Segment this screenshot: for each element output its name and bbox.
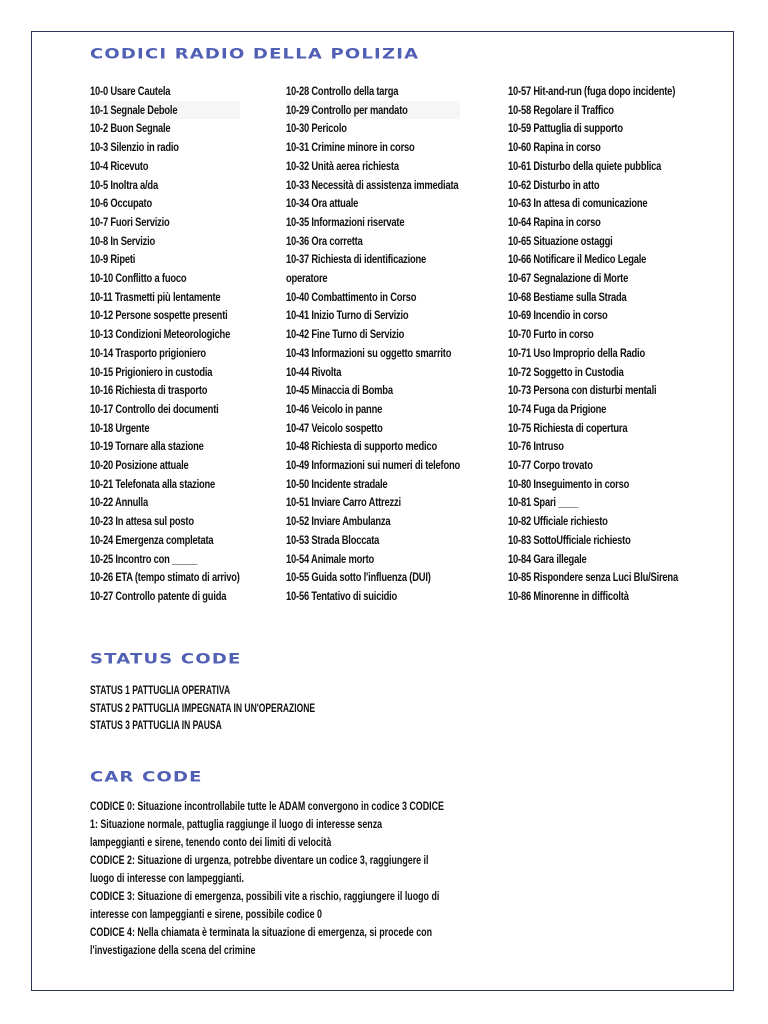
radio-code-item: 10-21 Telefonata alla stazione xyxy=(90,476,216,491)
car-code-line: interesse con lampeggianti e sirene, possibile codice 0 xyxy=(90,907,322,921)
radio-code-item: 10-15 Prigioniero in custodia xyxy=(90,364,213,379)
radio-code-item: 10-14 Trasporto prigioniero xyxy=(90,345,206,360)
radio-code-item: 10-33 Necessità di assistenza immediata xyxy=(286,177,459,192)
radio-code-item: 10-25 Incontro con _____ xyxy=(90,551,198,566)
radio-code-item: 10-10 Conflitto a fuoco xyxy=(90,271,187,286)
radio-code-item: 10-64 Rapina in corso xyxy=(508,214,601,229)
radio-code-item: 10-81 Spari ____ xyxy=(508,495,579,510)
radio-codes-column-2 xyxy=(286,82,509,606)
radio-code-item: 10-54 Animale morto xyxy=(286,551,375,566)
car-code-list xyxy=(90,797,568,959)
radio-code-item: 10-20 Posizione attuale xyxy=(90,458,189,473)
radio-code-item: 10-41 Inizio Turno di Servizio xyxy=(286,308,409,323)
car-code-line: CODICE 2: Situazione di urgenza, potrebbe diventare un codice 3, raggiungere il xyxy=(90,853,429,867)
radio-code-item: 10-69 Incendio in corso xyxy=(508,308,608,323)
car-code-title: CAR CODE xyxy=(90,769,203,786)
status-code-line: STATUS 1 PATTUGLIA OPERATIVA xyxy=(90,685,231,697)
radio-code-item: 10-6 Occupato xyxy=(90,196,152,211)
radio-code-item: 10-85 Rispondere senza Luci Blu/Sirena xyxy=(508,570,678,585)
radio-code-item: 10-12 Persone sospette presenti xyxy=(90,308,228,323)
radio-code-item: 10-16 Richiesta di trasporto xyxy=(90,383,208,398)
radio-code-item: 10-55 Guida sotto l'influenza (DUI) xyxy=(286,570,431,585)
radio-code-item: 10-4 Ricevuto xyxy=(90,158,149,173)
radio-code-item: 10-19 Tornare alla stazione xyxy=(90,439,204,454)
radio-code-item: 10-58 Regolare il Traffico xyxy=(508,102,614,117)
status-code-list xyxy=(90,683,394,736)
radio-code-item: 10-60 Rapina in corso xyxy=(508,140,601,155)
radio-code-item: 10-82 Ufficiale richiesto xyxy=(508,514,608,529)
radio-code-item: 10-73 Persona con disturbi mentali xyxy=(508,383,657,398)
status-code-line: STATUS 3 PATTUGLIA IN PAUSA xyxy=(90,720,222,732)
radio-code-item: 10-61 Disturbo della quiete pubblica xyxy=(508,158,662,173)
radio-code-item: 10-75 Richiesta di copertura xyxy=(508,420,628,435)
radio-code-item: 10-62 Disturbo in atto xyxy=(508,177,600,192)
radio-code-item: 10-66 Notificare il Medico Legale xyxy=(508,252,647,267)
radio-code-item: 10-30 Pericolo xyxy=(286,121,347,136)
car-code-line: l'investigazione della scena del crimine xyxy=(90,943,256,957)
radio-code-item: 10-83 SottoUfficiale richiesto xyxy=(508,532,631,547)
radio-code-item: 10-57 Hit-and-run (fuga dopo incidente) xyxy=(508,84,676,98)
radio-code-item: 10-74 Fuga da Prigione xyxy=(508,401,607,416)
radio-code-item: 10-11 Trasmetti più lentamente xyxy=(90,289,221,304)
car-code-line: lampeggianti e sirene, tenendo conto dei limiti di velocità xyxy=(90,835,332,849)
radio-code-item: 10-70 Furto in corso xyxy=(508,327,594,342)
radio-code-item: 10-76 Intruso xyxy=(508,439,564,454)
radio-code-item: 10-71 Uso Improprio della Radio xyxy=(508,345,645,360)
radio-code-item: 10-68 Bestiame sulla Strada xyxy=(508,289,627,304)
radio-code-item: 10-84 Gara illegale xyxy=(508,551,587,566)
radio-code-item: 10-8 In Servizio xyxy=(90,233,156,248)
radio-code-item: 10-27 Controllo patente di guida xyxy=(90,588,227,603)
radio-code-item: 10-18 Urgente xyxy=(90,420,150,435)
radio-code-item: 10-45 Minaccia di Bomba xyxy=(286,383,393,398)
radio-code-item: 10-59 Pattuglia di supporto xyxy=(508,121,623,136)
radio-code-item: 10-67 Segnalazione di Morte xyxy=(508,271,629,286)
radio-code-item: 10-24 Emergenza completata xyxy=(90,532,214,547)
radio-code-item: 10-0 Usare Cautela xyxy=(90,84,171,98)
radio-code-item: 10-23 In attesa sul posto xyxy=(90,514,194,529)
radio-code-item: 10-29 Controllo per mandato xyxy=(286,101,460,120)
page-title: CODICI RADIO DELLA POLIZIA xyxy=(90,46,420,63)
radio-code-item: 10-40 Combattimento in Corso xyxy=(286,289,417,304)
radio-code-item: 10-65 Situazione ostaggi xyxy=(508,233,613,248)
radio-codes-column-3 xyxy=(508,82,726,606)
radio-code-item: 10-28 Controllo della targa xyxy=(286,84,399,98)
radio-code-item: operatore xyxy=(286,271,328,286)
radio-code-item: 10-3 Silenzio in radio xyxy=(90,140,179,155)
radio-code-item: 10-80 Inseguimento in corso xyxy=(508,476,630,491)
radio-code-item: 10-36 Ora corretta xyxy=(286,233,363,248)
car-code-line: CODICE 0: Situazione incontrollabile tutte le ADAM convergono in codice 3 CODICE xyxy=(90,799,444,813)
radio-code-item: 10-56 Tentativo di suicidio xyxy=(286,588,398,603)
radio-code-item: 10-53 Strada Bloccata xyxy=(286,532,380,547)
radio-code-item: 10-35 Informazioni riservate xyxy=(286,214,405,229)
radio-code-item: 10-47 Veicolo sospetto xyxy=(286,420,383,435)
radio-code-item: 10-17 Controllo dei documenti xyxy=(90,401,219,416)
status-code-title: STATUS CODE xyxy=(90,651,242,668)
radio-code-item: 10-77 Corpo trovato xyxy=(508,458,593,473)
radio-code-item: 10-72 Soggetto in Custodia xyxy=(508,364,624,379)
radio-code-item: 10-44 Rivolta xyxy=(286,364,342,379)
radio-code-item: 10-86 Minorenne in difficoltà xyxy=(508,588,629,603)
radio-code-item: 10-34 Ora attuale xyxy=(286,196,359,211)
status-code-line: STATUS 2 PATTUGLIA IMPEGNATA IN UN'OPERAZIONE xyxy=(90,702,316,715)
car-code-line: 1: Situazione normale, pattuglia raggiunge il luogo di interesse senza xyxy=(90,817,383,831)
radio-code-item: 10-49 Informazioni sui numeri di telefono xyxy=(286,458,461,473)
radio-codes-column-1 xyxy=(90,82,282,606)
radio-code-item: 10-63 In attesa di comunicazione xyxy=(508,196,648,211)
radio-code-item: 10-51 Inviare Carro Attrezzi xyxy=(286,495,401,510)
radio-code-item: 10-42 Fine Turno di Servizio xyxy=(286,327,405,342)
radio-code-item: 10-48 Richiesta di supporto medico xyxy=(286,439,437,454)
car-code-line: CODICE 3: Situazione di emergenza, possibili vite a rischio, raggiungere il luogo di xyxy=(90,889,440,903)
radio-code-item: 10-37 Richiesta di identificazione xyxy=(286,252,427,267)
radio-code-item: 10-50 Incidente stradale xyxy=(286,476,388,491)
radio-code-item: 10-22 Annulla xyxy=(90,495,148,510)
radio-code-item: 10-9 Ripeti xyxy=(90,252,136,267)
radio-code-item: 10-2 Buon Segnale xyxy=(90,121,171,136)
radio-code-item: 10-52 Inviare Ambulanza xyxy=(286,514,391,529)
radio-code-item: 10-46 Veicolo in panne xyxy=(286,401,383,416)
radio-code-item: 10-13 Condizioni Meteorologiche xyxy=(90,327,231,342)
radio-code-item: 10-43 Informazioni su oggetto smarrito xyxy=(286,345,452,360)
car-code-line: luogo di interesse con lampeggianti. xyxy=(90,871,244,885)
car-code-line: CODICE 4: Nella chiamata è terminata la situazione di emergenza, si procede con xyxy=(90,925,432,939)
radio-code-item: 10-32 Unità aerea richiesta xyxy=(286,158,399,173)
radio-code-item: 10-26 ETA (tempo stimato di arrivo) xyxy=(90,570,240,585)
radio-code-item: 10-1 Segnale Debole xyxy=(90,101,240,120)
radio-code-item: 10-31 Crimine minore in corso xyxy=(286,140,415,155)
radio-code-item: 10-5 Inoltra a/da xyxy=(90,177,158,192)
radio-code-item: 10-7 Fuori Servizio xyxy=(90,214,170,229)
